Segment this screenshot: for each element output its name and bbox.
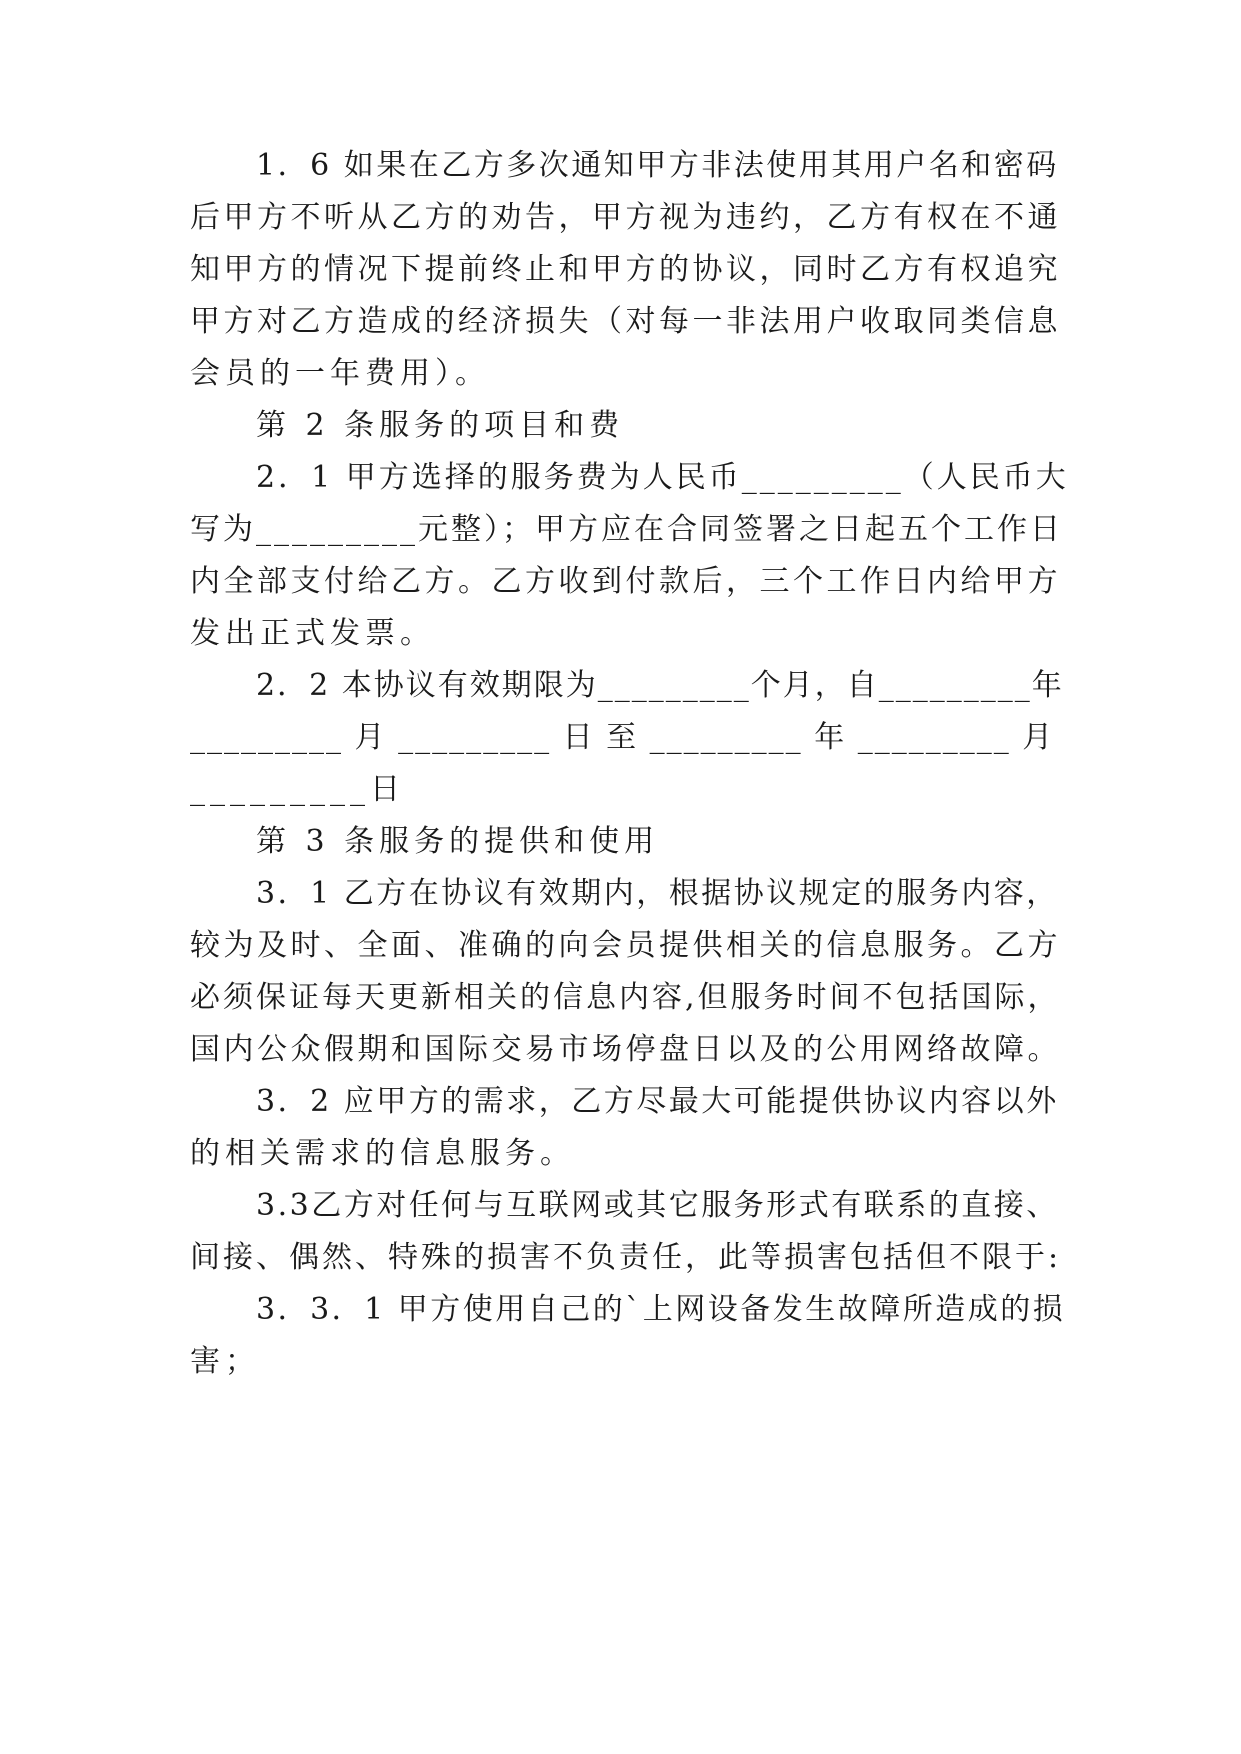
paragraph-3-3-1-line-1: 3．3．1 甲方使用自己的`上网设备发生故障所造成的损 bbox=[256, 1292, 1066, 1327]
paragraph-3-1-line-3: 必须保证每天更新相关的信息内容,但服务时间不包括国际， bbox=[190, 980, 1061, 1015]
paragraph-2-1-line-2: 写为_________元整）；甲方应在合同签署之日起五个工作日 bbox=[190, 512, 1063, 547]
paragraph-3-2-line-2: 的相关需求的信息服务。 bbox=[190, 1136, 575, 1171]
section-3-heading: 第 3 条服务的提供和使用 bbox=[256, 824, 660, 859]
paragraph-1-6-line-3: 知甲方的情况下提前终止和甲方的协议，同时乙方有权追究 bbox=[190, 252, 1061, 287]
paragraph-2-1-line-4: 发出正式发票。 bbox=[190, 616, 435, 651]
paragraph-3-3-1-line-2: 害； bbox=[190, 1344, 260, 1379]
paragraph-3-2-line-1: 3．2 应甲方的需求，乙方尽最大可能提供协议内容以外 bbox=[256, 1084, 1059, 1119]
paragraph-3-3-line-1: 3.3乙方对任何与互联网或其它服务形式有联系的直接、 bbox=[256, 1188, 1059, 1223]
paragraph-2-2-line-2: _________ 月 _________ 日 至 _________ 年 _________ 月 bbox=[190, 720, 1055, 755]
paragraph-2-1-line-3: 内全部支付给乙方。乙方收到付款后，三个工作日内给甲方 bbox=[190, 564, 1061, 599]
paragraph-2-2-line-3: _________日 bbox=[190, 772, 405, 807]
paragraph-3-1-line-4: 国内公众假期和国际交易市场停盘日以及的公用网络故障。 bbox=[190, 1032, 1061, 1067]
paragraph-1-6-line-1: 1．6 如果在乙方多次通知甲方非法使用其用户名和密码 bbox=[256, 148, 1059, 183]
paragraph-3-3-line-2: 间接、偶然、特殊的损害不负责任，此等损害包括但不限于: bbox=[190, 1240, 1062, 1275]
paragraph-1-6-line-2: 后甲方不听从乙方的劝告，甲方视为违约，乙方有权在不通 bbox=[190, 200, 1061, 235]
paragraph-3-1-line-1: 3．1 乙方在协议有效期内，根据协议规定的服务内容， bbox=[256, 876, 1059, 911]
paragraph-1-6-line-4: 甲方对乙方造成的经济损失（对每一非法用户收取同类信息 bbox=[190, 304, 1061, 339]
paragraph-1-6-line-5: 会员的一年费用）。 bbox=[190, 356, 490, 391]
paragraph-3-1-line-2: 较为及时、全面、准确的向会员提供相关的信息服务。乙方 bbox=[190, 928, 1061, 963]
paragraph-2-1-line-1: 2．1 甲方选择的服务费为人民币_________（人民币大 bbox=[256, 460, 1069, 495]
section-2-heading: 第 2 条服务的项目和费 bbox=[256, 408, 625, 443]
paragraph-2-2-line-1: 2．2 本协议有效期限为_________个月，自_________年 bbox=[256, 668, 1064, 703]
